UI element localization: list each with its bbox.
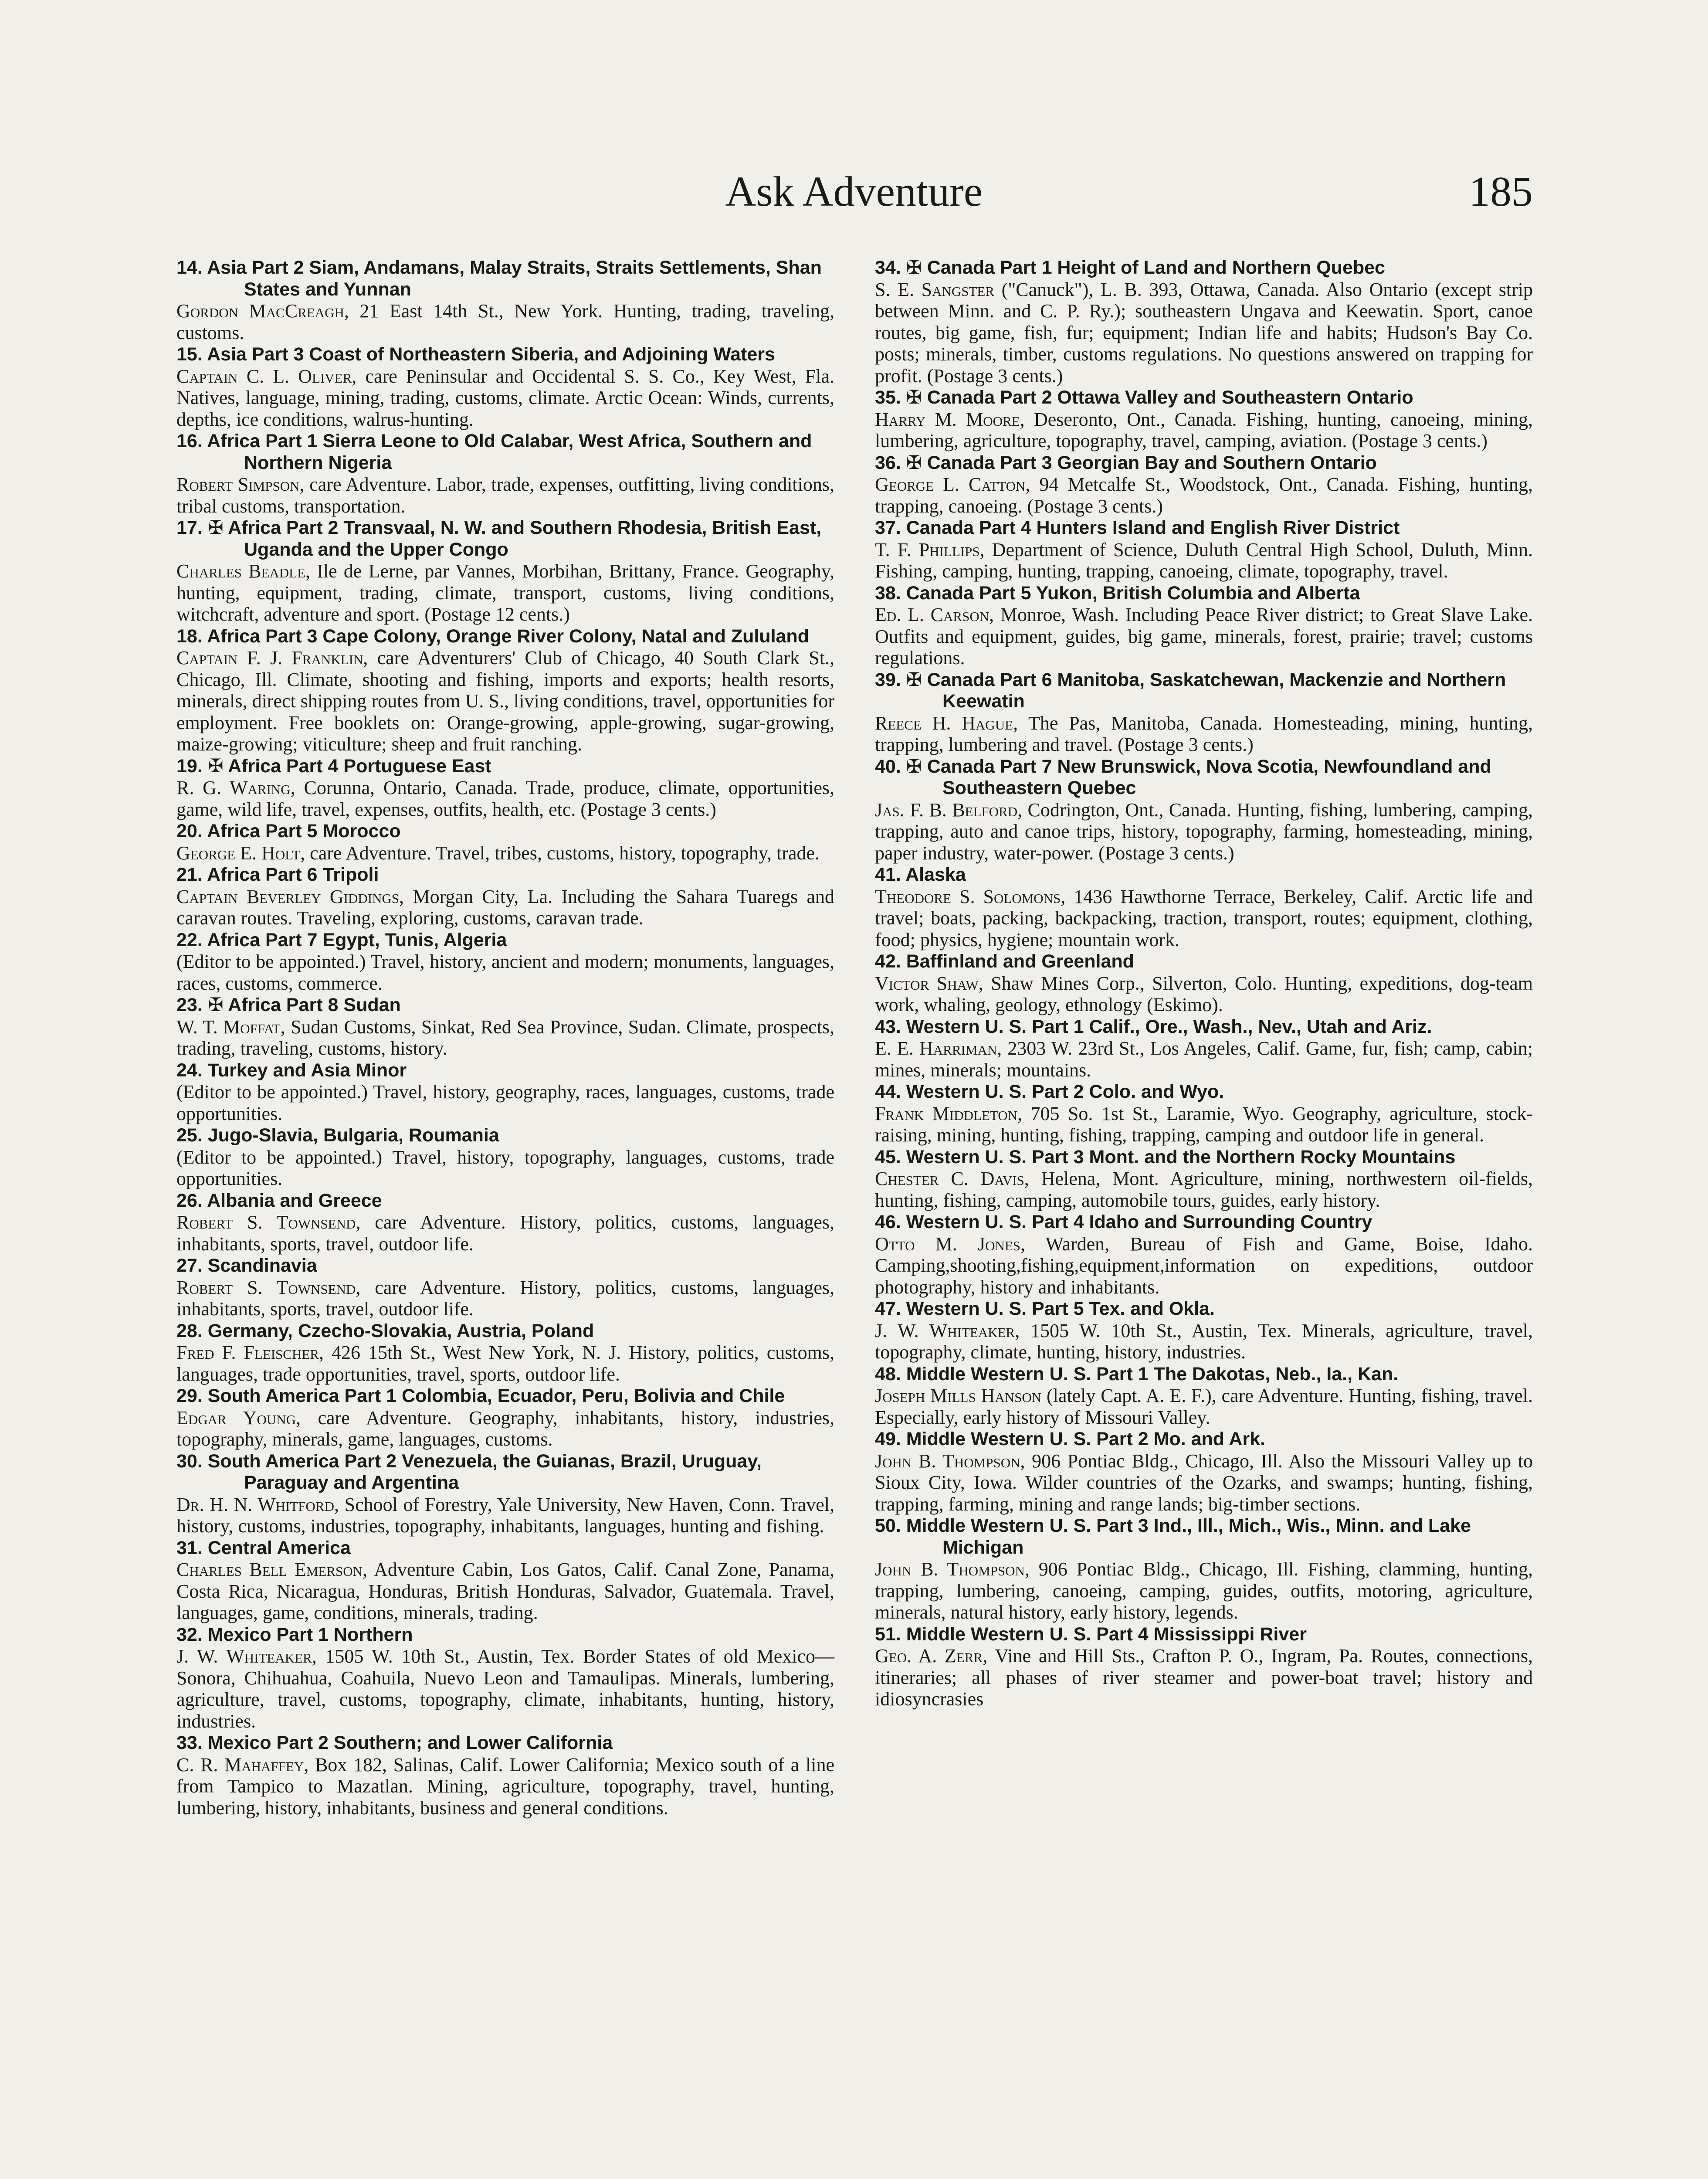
editor-name: Captain C. L. Oliver, (176, 365, 357, 387)
entry (176, 821, 834, 864)
entry-title: 17. ✠ Africa Part 2 Transvaal, N. W. and Southern Rhodesia, British East, Uganda and the Upper Congo (176, 517, 822, 560)
entry-body (176, 474, 834, 517)
entry-body (176, 1147, 834, 1190)
entry-description: (lately Capt. A. E. F.), care Adventure. Hunting, fishing, travel. Especially, early history of Missouri Valley. (875, 1385, 1533, 1428)
entry (176, 257, 834, 343)
page-header (0, 166, 1708, 218)
entry-description: care Peninsular and Occidental S. S. Co., Key West, Fla. Natives, language, mining, trading, customs, climate. Arctic Ocean: Winds, currents, depths, ice conditions, walrus-hunting. (176, 365, 834, 430)
entry-description: Department of Science, Duluth Central High School, Duluth, Minn. Fishing, camping, hunting, trapping, canoeing, climate, topography, travel. (875, 539, 1533, 582)
editor-name: J. W. Whiteaker, (875, 1320, 1020, 1341)
entry-description: (Editor to be appointed.) Travel, history, ancient and modern; monuments, languages, races, customs, commerce. (176, 951, 834, 994)
entry-body (875, 713, 1533, 756)
entry-title: 36. ✠ Canada Part 3 Georgian Bay and Southern Ontario (875, 452, 1377, 473)
editor-name: Robert S. Townsend, (176, 1212, 361, 1233)
editor-name: S. E. Sangster (875, 278, 995, 300)
editor-name: Jas. F. B. Belford, (875, 799, 1023, 821)
entry-title: 45. Western U. S. Part 3 Mont. and the Northern Rocky Mountains (875, 1146, 1456, 1168)
entry (875, 517, 1533, 582)
editor-name: Gordon MacCreagh, (176, 300, 349, 322)
entry-title: 37. Canada Part 4 Hunters Island and English River District (875, 517, 1400, 538)
entry (176, 1538, 834, 1624)
entry-title: 38. Canada Part 5 Yukon, British Columbia and Alberta (875, 582, 1360, 604)
entry-body (875, 409, 1533, 452)
editor-name: Edgar Young, (176, 1407, 301, 1429)
entry-body (176, 777, 834, 820)
entry-title: 46. Western U. S. Part 4 Idaho and Surrounding Country (875, 1212, 1372, 1232)
entry (875, 1364, 1533, 1429)
entry-description: The Pas, Manitoba, Canada. Homesteading, mining, hunting, trapping, lumbering and travel. (Postage 3 cents.) (875, 712, 1533, 755)
entry (875, 583, 1533, 669)
entry-body (176, 1559, 834, 1624)
entry-title: 35. ✠ Canada Part 2 Ottawa Valley and Southeastern Ontario (875, 387, 1413, 408)
entry-description: Helena, Mont. Agriculture, mining, northwestern oil-fields, hunting, fishing, camping, automobile tours, guides, early history. (875, 1168, 1533, 1211)
entry (176, 1320, 834, 1385)
editor-name: Otto M. Jones, (875, 1233, 1026, 1255)
editor-name: Harry M. Moore, (875, 408, 1025, 430)
entry-title: 29. South America Part 1 Colombia, Ecuador, Peru, Bolivia and Chile (176, 1385, 785, 1406)
entry-body (176, 1342, 834, 1385)
entry-description: (Editor to be appointed.) Travel, history, topography, languages, customs, trade opportunities. (176, 1146, 834, 1189)
entry-body (875, 539, 1533, 582)
entry-description: Box 182, Salinas, Calif. Lower California; Mexico south of a line from Tampico to Mazatlan. Mining, agriculture, topography, travel, hunting, lumbering, history, inhabitants, business and general conditions. (176, 1754, 834, 1819)
entry-body (875, 1168, 1533, 1211)
editor-name: John B. Thompson, (875, 1450, 1025, 1472)
entry-body (875, 1645, 1533, 1710)
entry (875, 756, 1533, 864)
editor-name: Captain Beverley Giddings, (176, 886, 404, 907)
entry (176, 344, 834, 430)
entry-body (875, 1450, 1533, 1515)
entry-body (176, 1016, 834, 1059)
entry (875, 1429, 1533, 1515)
editor-name: Dr. H. N. Whitford, (176, 1493, 339, 1515)
entry (875, 387, 1533, 452)
editor-name: E. E. Harriman, (875, 1038, 1002, 1059)
entry-description: School of Forestry, Yale University, New Haven, Conn. Travel, history, customs, industries, topography, inhabitants, languages, hunting and fishing. (176, 1493, 835, 1537)
entry-description: care Adventure. Labor, trade, expenses, outfitting, living conditions, tribal customs, transportation. (176, 474, 834, 517)
entry-description: 906 Pontiac Bldg., Chicago, Ill. Also the Missouri Valley up to Sioux City, Iowa. Wilder countries of the Ozarks, and swamps; hunting, fishing, trapping, farming, mining and range lands; big-timber sections. (875, 1450, 1533, 1515)
entry-description: Ile de Lerne, par Vannes, Morbihan, Brittany, France. Geography, hunting, equipment, trading, climate, transport, customs, living conditions, witchcraft, adventure and sport. (Postage 12 cents.) (176, 560, 834, 625)
entry-title: 15. Asia Part 3 Coast of Northeastern Siberia, and Adjoining Waters (176, 344, 775, 365)
entry-description: 21 East 14th St., New York. Hunting, trading, traveling, customs. (176, 300, 834, 343)
entry-description: 94 Metcalfe St., Woodstock, Ont., Canada. Fishing, hunting, trapping, canoeing. (Postage 3 cents.) (875, 474, 1533, 517)
entry-title: 23. ✠ Africa Part 8 Sudan (176, 994, 401, 1015)
entry-body (176, 300, 834, 343)
entry (176, 1732, 834, 1819)
entry (875, 1147, 1533, 1212)
entry-body (176, 366, 834, 431)
entry-description: 1505 W. 10th St., Austin, Tex. Border States of old Mexico—Sonora, Chihuahua, Coahuila, Nuevo Leon and Tamaulipas. Minerals, lumbering, agriculture, travel, customs, topography, climate, inhabitants, hunting, history, industries. (176, 1646, 834, 1732)
entry-body (176, 1212, 834, 1255)
entry (875, 669, 1533, 756)
editor-name: C. R. Mahaffey, (176, 1754, 309, 1775)
entry-body (176, 1407, 834, 1450)
entry-description: (Editor to be appointed.) Travel, history, geography, races, languages, customs, trade opportunities. (176, 1081, 834, 1124)
entry-body (176, 842, 834, 864)
entry-description: ("Canuck"), L. B. 393, Ottawa, Canada. Also Ontario (except strip between Minn. and C. P. Ry.); southeastern Ungava and Keewatin. Sport, canoe routes, big game, fish, fur; equipment; Indian life and habits; Hudson's Bay Co. posts; minerals, timber, customs regulations. No questions answered on trapping for profit. (Postage 3 cents.) (875, 278, 1533, 387)
entry-body (875, 279, 1533, 387)
entry-title: 22. Africa Part 7 Egypt, Tunis, Algeria (176, 929, 507, 950)
editor-name: Robert S. Townsend, (176, 1276, 361, 1298)
entry-body (875, 1385, 1533, 1428)
editor-name: George E. Holt, (176, 842, 305, 864)
entry-description: Warden, Bureau of Fish and Game, Boise, Idaho. Camping,shooting,fishing,equipment,information on expeditions, outdoor photography, history and inhabitants. (875, 1233, 1533, 1298)
editor-name: Fred F. Fleischer, (176, 1342, 324, 1363)
entry-description: 426 15th St., West New York, N. J. History, politics, customs, languages, trade opportunities, travel, sports, outdoor life. (176, 1342, 834, 1385)
entry-description: Corunna, Ontario, Canada. Trade, produce, climate, opportunities, game, wild life, travel, expenses, outfits, health, etc. (Postage 3 cents.) (176, 777, 834, 820)
left-column (176, 257, 834, 1819)
editor-name: Chester C. Davis, (875, 1168, 1029, 1189)
entry (875, 1212, 1533, 1298)
entry-title: 33. Mexico Part 2 Southern; and Lower California (176, 1732, 613, 1753)
entry-body (176, 951, 834, 994)
entry (875, 864, 1533, 950)
entry-title: 50. Middle Western U. S. Part 3 Ind., Ill., Mich., Wis., Minn. and Lake Michigan (875, 1515, 1471, 1558)
entry (875, 452, 1533, 517)
entry-description: Morgan City, La. Including the Sahara Tuaregs and caravan routes. Traveling, exploring, customs, caravan trade. (176, 886, 834, 929)
entry-description: care Adventure. History, politics, customs, languages, inhabitants, sports, travel, outdoor life. (176, 1276, 834, 1320)
editor-name: R. G. Waring, (176, 777, 295, 798)
entry-body (875, 973, 1533, 1016)
entry-body (875, 1320, 1533, 1363)
entry-description: 2303 W. 23rd St., Los Angeles, Calif. Game, fur, fish; camp, cabin; mines, minerals; mountains. (875, 1038, 1533, 1081)
entry-title: 39. ✠ Canada Part 6 Manitoba, Saskatchewan, Mackenzie and Northern Keewatin (875, 669, 1506, 712)
entry (176, 1255, 834, 1320)
entry (875, 1515, 1533, 1623)
entry-title: 49. Middle Western U. S. Part 2 Mo. and Ark. (875, 1429, 1266, 1449)
entry-title: 24. Turkey and Asia Minor (176, 1059, 407, 1081)
entry-description: 906 Pontiac Bldg., Chicago, Ill. Fishing, clamming, hunting, trapping, lumbering, canoeing, camping, guides, outfits, motoring, agriculture, minerals, natural history, early history, legends. (875, 1558, 1533, 1623)
entry-body (176, 886, 834, 929)
entry (176, 1624, 834, 1732)
entry (176, 1451, 834, 1537)
entry-body (875, 1558, 1533, 1623)
editor-name: Geo. A. Zerr, (875, 1645, 988, 1666)
entry-description: Adventure Cabin, Los Gatos, Calif. Canal Zone, Panama, Costa Rica, Nicaragua, Honduras, British Honduras, Salvador, Guatemala. Travel, languages, game, conditions, minerals, trading. (176, 1559, 834, 1623)
entry (176, 1385, 834, 1450)
editor-name: Charles Beadle, (176, 560, 311, 582)
editor-name: Charles Bell Emerson, (176, 1559, 368, 1580)
entry-title: 42. Baffinland and Greenland (875, 951, 1134, 972)
entry (176, 1190, 834, 1255)
entry-body (176, 1277, 834, 1320)
entry-title: 21. Africa Part 6 Tripoli (176, 864, 379, 885)
entry-body (176, 1754, 834, 1819)
editor-name: George L. Catton, (875, 474, 1030, 495)
editor-name: Robert Simpson, (176, 474, 305, 495)
entry (176, 994, 834, 1059)
entry (176, 431, 834, 517)
entry-title: 51. Middle Western U. S. Part 4 Mississippi River (875, 1623, 1307, 1645)
entry-title: 31. Central America (176, 1537, 351, 1558)
right-column (875, 257, 1533, 1711)
editor-name: Ed. L. Carson, (875, 604, 994, 625)
running-title: Ask Adventure (725, 168, 983, 215)
editor-name: J. W. Whiteaker, (176, 1646, 317, 1667)
entry (176, 930, 834, 994)
entry-title: 20. Africa Part 5 Morocco (176, 821, 401, 842)
entry-body (176, 560, 834, 625)
entry-description: care Adventure. History, politics, customs, languages, inhabitants, sports, travel, outdoor life. (176, 1212, 834, 1255)
entry-title: 34. ✠ Canada Part 1 Height of Land and Northern Quebec (875, 257, 1385, 278)
entry-description: Shaw Mines Corp., Silverton, Colo. Hunting, expeditions, dog-team work, whaling, geology, ethnology (Eskimo). (875, 972, 1533, 1015)
entry-title: 44. Western U. S. Part 2 Colo. and Wyo. (875, 1081, 1224, 1102)
editor-name: Reece H. Hague, (875, 712, 1018, 734)
entry-body (875, 799, 1533, 864)
entry-title: 40. ✠ Canada Part 7 New Brunswick, Nova Scotia, Newfoundland and Southeastern Quebec (875, 756, 1491, 798)
entry-body (176, 1646, 834, 1732)
entry-title: 19. ✠ Africa Part 4 Portuguese East (176, 755, 491, 777)
entry-title: 16. Africa Part 1 Sierra Leone to Old Calabar, West Africa, Southern and Northern Nigeria (176, 431, 812, 473)
entry-title: 25. Jugo-Slavia, Bulgaria, Roumania (176, 1125, 499, 1146)
entry (875, 1016, 1533, 1081)
editor-name: Joseph Mills Hanson (875, 1385, 1042, 1406)
editor-name: T. F. Phillips, (875, 539, 985, 560)
entry-body (875, 1233, 1533, 1298)
editor-name: Theodore S. Solomons, (875, 886, 1066, 907)
entry-description: Codrington, Ont., Canada. Hunting, fishing, lumbering, camping, trapping, auto and canoe trips, history, topography, farming, homesteading, mining, paper industry, water-power. (Postage 3 cents.) (875, 799, 1533, 864)
entry-description: care Adventure. Geography, inhabitants, history, industries, topography, minerals, game, languages, customs. (176, 1407, 834, 1450)
entry-description: Monroe, Wash. Including Peace River district; to Great Slave Lake. Outfits and equipment, guides, big game, minerals, forest, prairie; travel; customs regulations. (875, 604, 1533, 669)
entry (176, 1125, 834, 1190)
entry-title: 43. Western U. S. Part 1 Calif., Ore., Wash., Nev., Utah and Ariz. (875, 1016, 1432, 1037)
editor-name: John B. Thompson, (875, 1558, 1030, 1580)
entry-title: 26. Albania and Greece (176, 1190, 382, 1211)
entry-title: 14. Asia Part 2 Siam, Andamans, Malay Straits, Straits Settlements, Shan States and Yunnan (176, 257, 822, 300)
entry-title: 47. Western U. S. Part 5 Tex. and Okla. (875, 1298, 1215, 1319)
entry-description: Vine and Hill Sts., Crafton P. O., Ingram, Pa. Routes, connections, itineraries; all phases of river steamer and power-boat travel; history and idiosyncrasies (875, 1645, 1533, 1710)
entry-description: Sudan Customs, Sinkat, Red Sea Province, Sudan. Climate, prospects, trading, traveling, customs, history. (176, 1016, 834, 1059)
entry-description: care Adventure. Travel, tribes, customs, history, topography, trade. (305, 842, 820, 864)
entry-body (176, 1081, 834, 1124)
entry-body (875, 604, 1533, 669)
entry-description: 1436 Hawthorne Terrace, Berkeley, Calif. Arctic life and travel; boats, packing, backpacking, traction, transport, routes; equipment, clothing, food; physics, hygiene; mountain work. (875, 886, 1533, 950)
editor-name: Captain F. J. Franklin, (176, 647, 368, 669)
entry (875, 951, 1533, 1016)
entry-title: 28. Germany, Czecho-Slovakia, Austria, Poland (176, 1320, 594, 1341)
entry (176, 756, 834, 821)
entry-description: 1505 W. 10th St., Austin, Tex. Minerals, agriculture, travel, topography, climate, hunting, history, industries. (875, 1320, 1533, 1363)
entry-description: Deseronto, Ont., Canada. Fishing, hunting, canoeing, mining, lumbering, agriculture, topography, travel, camping, aviation. (Postage 3 cents.) (875, 408, 1533, 451)
entry (176, 517, 834, 625)
page-number: 185 (1469, 168, 1533, 215)
editor-name: Frank Middleton, (875, 1103, 1023, 1124)
entry (875, 1624, 1533, 1710)
entry (875, 257, 1533, 387)
entry-body (875, 474, 1533, 517)
entry-description: 705 So. 1st St., Laramie, Wyo. Geography, agriculture, stock-raising, mining, hunting, fishing, trapping, camping and outdoor life in general. (875, 1103, 1533, 1146)
entry (176, 1060, 834, 1125)
editor-name: Victor Shaw, (875, 972, 983, 994)
entry (176, 626, 834, 755)
entry (875, 1298, 1533, 1363)
entry-title: 41. Alaska (875, 864, 966, 885)
entry-body (176, 1494, 834, 1537)
entry-title: 48. Middle Western U. S. Part 1 The Dakotas, Neb., Ia., Kan. (875, 1363, 1399, 1385)
entry-title: 27. Scandinavia (176, 1255, 317, 1276)
entry-body (176, 647, 834, 755)
entry-body (875, 1038, 1533, 1081)
entry-description: care Adventurers' Club of Chicago, 40 South Clark St., Chicago, Ill. Climate, shooting and fishing, imports and exports; health resorts, minerals, direct shipping routes from U. S., living conditions, travel, opportunities for employment. Free booklets on: Orange-growing, apple-growing, sugar-growing, maize-growing; viticulture; sheep and fruit ranching. (176, 647, 834, 755)
entry (176, 864, 834, 929)
entry-body (875, 1103, 1533, 1146)
entry (875, 1081, 1533, 1146)
entry-title: 18. Africa Part 3 Cape Colony, Orange River Colony, Natal and Zululand (176, 625, 809, 647)
entry-body (875, 886, 1533, 951)
entry-title: 30. South America Part 2 Venezuela, the Guianas, Brazil, Uruguay, Paraguay and Argentina (176, 1450, 762, 1493)
editor-name: W. T. Moffat, (176, 1016, 285, 1038)
entry-title: 32. Mexico Part 1 Northern (176, 1624, 413, 1645)
